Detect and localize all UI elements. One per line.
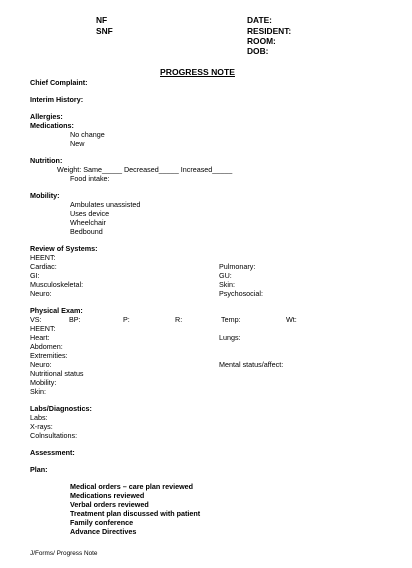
footer-path: J/Forms/ Progress Note: [30, 550, 98, 557]
labs-item: Colnsultations:: [30, 431, 78, 440]
nutrition-label: Nutrition:: [30, 156, 63, 165]
ros-item: Musculoskeletal:: [30, 280, 84, 289]
resident-label: RESIDENT:: [247, 26, 292, 36]
mobility-option: Ambulates unassisted: [70, 200, 141, 209]
assessment-label: Assessment:: [30, 448, 75, 457]
labs-item: Labs:: [30, 413, 48, 422]
ros-item: GI:: [30, 271, 40, 280]
dob-label: DOB:: [247, 46, 269, 56]
vitals-item: Wt:: [286, 315, 297, 324]
nutrition-food-intake: Food intake:: [70, 174, 110, 183]
physical-exam-label: Physical Exam:: [30, 306, 83, 315]
ros-item: Psychosocial:: [219, 289, 263, 298]
page-title: PROGRESS NOTE: [160, 67, 235, 77]
interim-history-label: Interim History:: [30, 95, 84, 104]
date-label: DATE:: [247, 15, 272, 25]
ros-label: Review of Systems:: [30, 244, 98, 253]
medications-no-change: No change: [70, 130, 105, 139]
exam-item: Neuro:: [30, 360, 52, 369]
exam-item: Abdomen:: [30, 342, 63, 351]
mobility-label: Mobility:: [30, 191, 60, 200]
ros-item: GU:: [219, 271, 232, 280]
mobility-option: Bedbound: [70, 227, 103, 236]
plan-item: Family conference: [70, 518, 134, 527]
allergies-label: Allergies:: [30, 112, 63, 121]
ros-item: Skin:: [219, 280, 235, 289]
room-label: ROOM:: [247, 36, 276, 46]
plan-item: Advance Directives: [70, 527, 137, 536]
nutrition-weight-line: Weight: Same_____ Decreased_____ Increased_____: [57, 165, 233, 174]
exam-item: HEENT:: [30, 324, 56, 333]
plan-item: Medications reviewed: [70, 491, 145, 500]
plan-item: Medical orders – care plan reviewed: [70, 482, 194, 491]
facility-type-snf: SNF: [96, 26, 113, 36]
chief-complaint-label: Chief Complaint:: [30, 78, 88, 87]
vitals-item: R:: [175, 315, 183, 324]
exam-item: Mobility:: [30, 378, 57, 387]
facility-type-nf: NF: [96, 15, 108, 25]
plan-label: Plan:: [30, 465, 48, 474]
ros-item: HEENT:: [30, 253, 56, 262]
ros-item: Neuro:: [30, 289, 52, 298]
ros-item: Cardiac:: [30, 262, 57, 271]
labs-item: X-rays:: [30, 422, 53, 431]
exam-item: Heart:: [30, 333, 50, 342]
exam-mental-status: Mental status/affect:: [219, 360, 284, 369]
vitals-item: VS:: [30, 315, 42, 324]
plan-item: Treatment plan discussed with patient: [70, 509, 201, 518]
exam-lungs: Lungs:: [219, 333, 241, 342]
exam-item: Extremities:: [30, 351, 68, 360]
vitals-item: Temp:: [221, 315, 241, 324]
mobility-option: Uses device: [70, 209, 110, 218]
ros-item: Pulmonary:: [219, 262, 256, 271]
medications-label: Medications:: [30, 121, 74, 130]
medications-new: New: [70, 139, 85, 148]
mobility-option: Wheelchair: [70, 218, 106, 227]
vitals-item: P:: [123, 315, 130, 324]
labs-label: Labs/Diagnostics:: [30, 404, 92, 413]
exam-item: Skin:: [30, 387, 46, 396]
plan-item: Verbal orders reviewed: [70, 500, 149, 509]
exam-item: Nutritional status: [30, 369, 84, 378]
vitals-item: BP:: [69, 315, 81, 324]
